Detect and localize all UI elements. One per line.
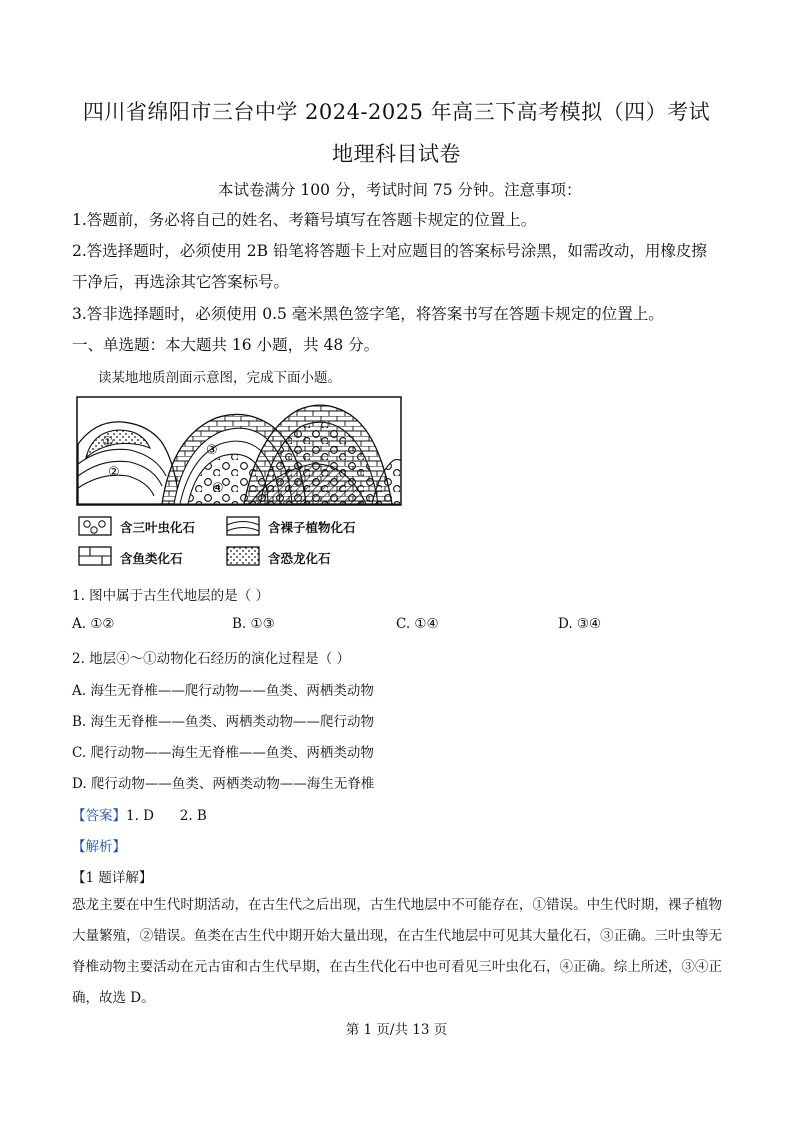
legend-trilobite-label: 含三叶虫化石 — [120, 520, 196, 535]
question-2-option-b: B. 海生无脊椎——鱼类、两栖类动物——爬行动物 — [72, 714, 375, 730]
legend-fish-swatch — [78, 546, 112, 566]
label-layer-1: ① — [102, 435, 114, 450]
answer-tag: 【答案】 — [72, 808, 126, 824]
label-layer-3: ③ — [206, 443, 218, 458]
question-2-option-d: D. 爬行动物——鱼类、两栖类动物——海生无脊椎 — [72, 776, 375, 792]
exam-title: 四川省绵阳市三台中学 2024-2025 年高三下高考模拟（四）考试 — [82, 100, 711, 124]
exam-subtitle: 地理科目试卷 — [332, 142, 461, 166]
question-2-option-a: A. 海生无脊椎——爬行动物——鱼类、两栖类动物 — [72, 683, 374, 699]
label-layer-2: ② — [108, 465, 120, 480]
question-prompt: 读某地地质剖面示意图，完成下面小题。 — [98, 370, 341, 386]
legend-trilobite-swatch — [78, 516, 112, 536]
notes-item-2: 2.答选择题时，必须使用 2B 铅笔将答题卡上对应题目的答案标号涂黑，如需改动，用橡皮擦 — [72, 242, 707, 260]
question-1-stem: 1. 图中属于古生代地层的是（ ） — [72, 588, 269, 604]
legend-dinosaur-label: 含恐龙化石 — [268, 551, 331, 566]
question-2-stem: 2. 地层④～①动物化石经历的演化过程是（ ） — [72, 651, 350, 667]
notes-item-1: 1.答题前，务必将自己的姓名、考籍号填写在答题卡规定的位置上。 — [72, 211, 537, 229]
answer-line — [72, 804, 207, 824]
legend-gymnosperm-swatch — [226, 516, 260, 536]
answer-text: 1. D 2. B — [126, 808, 207, 824]
legend-fish-label: 含鱼类化石 — [120, 551, 183, 566]
analysis-tag: 【解析】 — [72, 839, 126, 855]
question-1-option-d: D. ③④ — [558, 616, 602, 632]
detail-paragraph: 恐龙主要在中生代时期活动，在古生代之后出现，古生代地层中不可能存在，①错误。中生代时期，裸子植物大量繁殖，②错误。鱼类在古生代中期开始大量出现，在古生代地层中可见其大量化石，③正确。三叶虫等无脊椎动物主要活动在元古宙和古生代早期，在古生代化石中也可看见三叶虫化石，④正确。综上所述，③④正确，故选 D。 — [72, 897, 722, 1006]
notes-item-2-cont: 干净后，再选涂其它答案标号。 — [72, 273, 290, 291]
question-1-option-b: B. ①③ — [232, 616, 275, 632]
page-footer: 第 1 页/共 13 页 — [345, 1022, 448, 1038]
question-2-option-c: C. 爬行动物——海生无脊椎——鱼类、两栖类动物 — [72, 745, 374, 761]
notes-item-3: 3.答非选择题时，必须使用 0.5 毫米黑色签字笔，将答案书写在答题卡规定的位置上。 — [72, 305, 664, 323]
question-1-option-a: A. ①② — [72, 616, 115, 632]
detail-tag: 【1 题详解】 — [72, 870, 153, 886]
geologic-profile-diagram — [76, 396, 402, 506]
legend-gymnosperm-label: 含裸子植物化石 — [268, 520, 356, 535]
notes-intro: 本试卷满分 100 分，考试时间 75 分钟。注意事项： — [218, 181, 582, 199]
question-1-option-c: C. ①④ — [396, 616, 439, 632]
legend-dinosaur-swatch — [226, 546, 260, 566]
label-layer-4: ④ — [212, 481, 224, 496]
section-heading: 一、单选题：本大题共 16 小题，共 48 分。 — [72, 336, 380, 354]
